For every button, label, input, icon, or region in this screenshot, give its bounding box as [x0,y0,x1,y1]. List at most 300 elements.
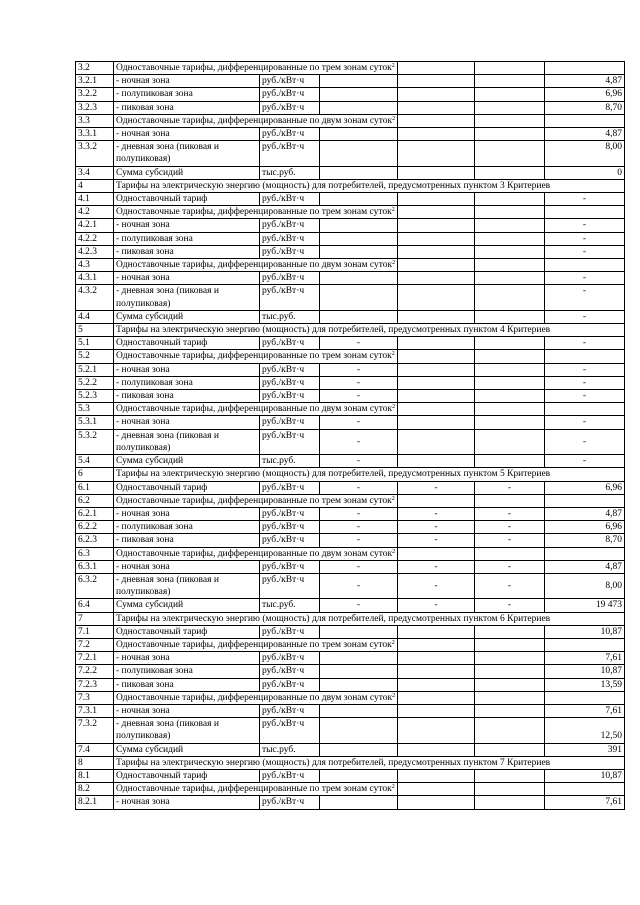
group-heading [114,494,398,507]
empty-cell [475,259,545,272]
value-col3: - [475,534,545,547]
value-col2: - [398,481,475,494]
value-col1 [320,141,398,166]
value-col2 [398,75,475,88]
tariff-table [75,61,625,810]
value-col3 [475,704,545,717]
row-number: 6.1 [76,481,114,494]
value-col1: - [320,521,398,534]
tariff-name: Одноставочный тариф [114,193,260,206]
group-heading [114,783,398,796]
value-col1: - [320,376,398,389]
heading-text: Одноставочные тарифы, дифференцированные по двум зонам суток [116,115,393,126]
tariff-table-body [76,62,625,810]
value-col3 [475,128,545,141]
empty-cell [475,547,545,560]
unit: руб./кВт·ч [260,272,320,285]
empty-cell [545,638,625,651]
value-col2: - [398,507,475,520]
value-col1 [320,101,398,114]
row-number: 7 [76,612,114,625]
value-col2 [398,141,475,166]
value-col4: 6,96 [545,521,625,534]
footnote-marker: 2 [391,63,395,69]
table-row [76,337,625,350]
tariff-name: - полупиковая зона [114,88,260,101]
value-col4: - [545,245,625,258]
value-col1 [320,704,398,717]
row-number: 4.2 [76,206,114,219]
tariff-name: - дневная зона (пиковая и полупиковая) [114,285,260,310]
value-col3 [475,166,545,179]
unit: руб./кВт·ч [260,75,320,88]
table-row [76,678,625,691]
section-heading [114,179,625,192]
value-col3 [475,390,545,403]
group-heading [114,638,398,651]
unit: руб./кВт·ч [260,390,320,403]
row-number: 7.3.2 [76,718,114,743]
value-col4: 12,50 [545,718,625,743]
table-row [76,691,625,704]
value-col2 [398,429,475,454]
value-col4: - [545,219,625,232]
tariff-document [75,61,624,810]
value-col4: 13,59 [545,678,625,691]
empty-cell [398,783,475,796]
tariff-name: Одноставочный тариф [114,337,260,350]
table-row [76,75,625,88]
value-col4: 10,87 [545,769,625,782]
table-row [76,612,625,625]
table-row [76,743,625,756]
heading-text: Одноставочные тарифы, дифференцированные по трем зонам суток [116,63,392,73]
value-col1 [320,678,398,691]
row-number: 4.2.1 [76,219,114,232]
unit: руб./кВт·ч [260,507,320,520]
empty-cell [398,403,475,416]
value-col4: 8,70 [545,534,625,547]
table-row [76,796,625,809]
value-col3 [475,337,545,350]
value-col4: 7,61 [545,652,625,665]
unit: тыс.руб. [260,455,320,468]
value-col4: 10,87 [545,665,625,678]
value-col4: - [545,429,625,454]
tariff-name: - пиковая зона [114,534,260,547]
tariff-name: - ночная зона [114,796,260,809]
footnote-marker: 2 [392,548,396,555]
table-row [76,62,625,75]
row-number: 6.3.1 [76,560,114,573]
row-number: 8.1 [76,769,114,782]
section-heading [114,324,625,337]
group-heading [114,62,398,75]
table-row [76,756,625,769]
value-col4: 391 [545,743,625,756]
empty-cell [545,547,625,560]
table-row [76,468,625,481]
unit: руб./кВт·ч [260,363,320,376]
tariff-name: Сумма субсидий [114,310,260,323]
value-col1 [320,625,398,638]
value-col4: 8,00 [545,573,625,598]
row-number: 7.2.3 [76,678,114,691]
row-number: 4 [76,179,114,192]
row-number: 6.3.2 [76,573,114,598]
row-number: 7.2.2 [76,665,114,678]
section-heading [114,612,625,625]
heading-text: Тарифы на электрическую энергию (мощность) для потребителей, предусмотренных пунктом 5 Критериев [116,469,551,480]
value-col2 [398,704,475,717]
value-col4: - [545,390,625,403]
table-row [76,285,625,310]
unit: тыс.руб. [260,599,320,612]
value-col4: 8,70 [545,101,625,114]
value-col4: - [545,455,625,468]
value-col1 [320,652,398,665]
value-col4: - [545,310,625,323]
value-col1 [320,75,398,88]
value-col3 [475,101,545,114]
value-col2 [398,625,475,638]
table-row [76,272,625,285]
tariff-name: - ночная зона [114,416,260,429]
value-col2 [398,652,475,665]
tariff-name: Сумма субсидий [114,455,260,468]
table-row [76,232,625,245]
value-col1: - [320,455,398,468]
table-row [76,665,625,678]
group-heading [114,350,398,363]
value-col1 [320,128,398,141]
value-col3 [475,743,545,756]
empty-cell [398,494,475,507]
value-col1: - [320,363,398,376]
value-col1 [320,769,398,782]
value-col1 [320,718,398,743]
row-number: 3.3.1 [76,128,114,141]
value-col1 [320,665,398,678]
value-col2 [398,166,475,179]
row-number: 3.2.3 [76,101,114,114]
unit: руб./кВт·ч [260,678,320,691]
value-col3: - [475,599,545,612]
tariff-name: - ночная зона [114,560,260,573]
unit: руб./кВт·ч [260,245,320,258]
value-col3 [475,665,545,678]
value-col4: 6,96 [545,88,625,101]
value-col2 [398,769,475,782]
value-col4: - [545,193,625,206]
tariff-name: - ночная зона [114,219,260,232]
value-col4: 4,87 [545,128,625,141]
empty-cell [475,691,545,704]
tariff-name: - ночная зона [114,363,260,376]
tariff-name: Сумма субсидий [114,743,260,756]
table-row [76,88,625,101]
tariff-name: - полупиковая зона [114,232,260,245]
value-col4: 7,61 [545,704,625,717]
group-heading [114,403,398,416]
heading-text: Тарифы на электрическую энергию (мощность) для потребителей, предусмотренных пунктом 6 Критериев [116,613,551,624]
value-col1 [320,232,398,245]
table-row [76,416,625,429]
row-number: 7.3 [76,691,114,704]
empty-cell [475,638,545,651]
value-col4: - [545,416,625,429]
table-row [76,206,625,219]
value-col4: - [545,337,625,350]
unit: руб./кВт·ч [260,521,320,534]
row-number: 3.2.1 [76,75,114,88]
tariff-name: Сумма субсидий [114,166,260,179]
row-number: 7.1 [76,625,114,638]
unit: руб./кВт·ч [260,481,320,494]
row-number: 4.3.2 [76,285,114,310]
table-row [76,324,625,337]
unit: руб./кВт·ч [260,625,320,638]
row-number: 5.2.2 [76,376,114,389]
value-col3 [475,285,545,310]
group-heading [114,691,398,704]
value-col3 [475,455,545,468]
row-number: 4.2.3 [76,245,114,258]
empty-cell [545,783,625,796]
unit: руб./кВт·ч [260,337,320,350]
tariff-name: - ночная зона [114,75,260,88]
unit: руб./кВт·ч [260,232,320,245]
table-row [76,245,625,258]
row-number: 5.2 [76,350,114,363]
value-col3 [475,652,545,665]
empty-cell [475,114,545,127]
value-col3 [475,363,545,376]
row-number: 6.4 [76,599,114,612]
empty-cell [545,259,625,272]
value-col3 [475,376,545,389]
table-row [76,455,625,468]
value-col2 [398,376,475,389]
value-col4: - [545,272,625,285]
row-number: 4.3.1 [76,272,114,285]
value-col1 [320,310,398,323]
value-col3 [475,718,545,743]
group-heading [114,114,398,127]
value-col3 [475,141,545,166]
value-col2 [398,128,475,141]
value-col3 [475,193,545,206]
table-row [76,114,625,127]
value-col2 [398,310,475,323]
table-row [76,376,625,389]
value-col1 [320,272,398,285]
value-col2: - [398,560,475,573]
value-col2: - [398,573,475,598]
row-number: 7.4 [76,743,114,756]
table-row [76,521,625,534]
value-col2: - [398,534,475,547]
empty-cell [545,403,625,416]
value-col1: - [320,416,398,429]
table-row [76,638,625,651]
row-number: 5.3.1 [76,416,114,429]
table-row [76,534,625,547]
heading-text: Одноставочные тарифы, дифференцированные по трем зонам суток [116,639,392,650]
empty-cell [545,691,625,704]
tariff-name: - полупиковая зона [114,665,260,678]
tariff-name: - полупиковая зона [114,376,260,389]
footnote-marker: 2 [392,260,396,267]
empty-cell [545,206,625,219]
footnote-marker: 2 [391,495,395,502]
value-col3 [475,310,545,323]
value-col2 [398,272,475,285]
tariff-name: - пиковая зона [114,678,260,691]
tariff-name: Сумма субсидий [114,599,260,612]
value-col4: 8,00 [545,141,625,166]
unit: тыс.руб. [260,166,320,179]
tariff-name: - ночная зона [114,704,260,717]
empty-cell [475,206,545,219]
value-col4: 10,87 [545,625,625,638]
tariff-name: - пиковая зона [114,390,260,403]
row-number: 3.3 [76,114,114,127]
tariff-name: - дневная зона (пиковая и полупиковая) [114,429,260,454]
unit: руб./кВт·ч [260,718,320,743]
value-col2: - [398,599,475,612]
unit: руб./кВт·ч [260,704,320,717]
unit: руб./кВт·ч [260,796,320,809]
value-col4: 19 473 [545,599,625,612]
footnote-marker: 2 [392,404,396,411]
value-col2 [398,363,475,376]
table-row [76,141,625,166]
footnote-marker: 2 [392,115,396,122]
empty-cell [475,350,545,363]
table-row [76,310,625,323]
value-col1 [320,166,398,179]
table-row [76,193,625,206]
row-number: 7.3.1 [76,704,114,717]
row-number: 5 [76,324,114,337]
value-col3 [475,75,545,88]
value-col1 [320,88,398,101]
value-col3 [475,769,545,782]
value-col3 [475,245,545,258]
row-number: 6.2.1 [76,507,114,520]
unit: руб./кВт·ч [260,376,320,389]
unit: руб./кВт·ч [260,219,320,232]
value-col2 [398,416,475,429]
table-row [76,494,625,507]
value-col2 [398,743,475,756]
section-heading [114,468,625,481]
empty-cell [545,114,625,127]
value-col3 [475,796,545,809]
empty-cell [475,494,545,507]
empty-cell [398,206,475,219]
tariff-name: - пиковая зона [114,101,260,114]
value-col1 [320,245,398,258]
tariff-name: - дневная зона (пиковая и полупиковая) [114,718,260,743]
value-col3 [475,416,545,429]
row-number: 7.2 [76,638,114,651]
tariff-name: Одноставочный тариф [114,769,260,782]
value-col1 [320,796,398,809]
table-row [76,390,625,403]
empty-cell [545,494,625,507]
heading-text: Тарифы на электрическую энергию (мощность) для потребителей, предусмотренных пунктом 3 Критериев [116,180,551,191]
value-col3: - [475,573,545,598]
value-col2 [398,285,475,310]
heading-text: Одноставочные тарифы, дифференцированные по двум зонам суток [116,260,393,271]
heading-text: Одноставочные тарифы, дифференцированные по трем зонам суток [116,784,392,795]
unit: руб./кВт·ч [260,560,320,573]
value-col3 [475,272,545,285]
value-col2 [398,665,475,678]
table-row [76,599,625,612]
value-col3: - [475,521,545,534]
value-col4: 4,87 [545,75,625,88]
group-heading [114,547,398,560]
value-col3: - [475,560,545,573]
value-col1: - [320,507,398,520]
table-row [76,350,625,363]
value-col1: - [320,429,398,454]
row-number: 6.2.2 [76,521,114,534]
value-col4: - [545,285,625,310]
table-row [76,101,625,114]
value-col2 [398,678,475,691]
tariff-name: - ночная зона [114,128,260,141]
unit: тыс.руб. [260,310,320,323]
value-col3: - [475,481,545,494]
value-col1 [320,219,398,232]
row-number: 5.2.3 [76,390,114,403]
row-number: 8.2 [76,783,114,796]
value-col1: - [320,337,398,350]
row-number: 3.3.2 [76,141,114,166]
empty-cell [545,350,625,363]
unit: руб./кВт·ч [260,193,320,206]
unit: руб./кВт·ч [260,573,320,598]
value-col4: - [545,232,625,245]
row-number: 3.2.2 [76,88,114,101]
tariff-name: - дневная зона (пиковая и полупиковая) [114,141,260,166]
heading-text: Одноставочные тарифы, дифференцированные по двум зонам суток [116,692,393,703]
row-number: 7.2.1 [76,652,114,665]
value-col3 [475,88,545,101]
table-row [76,166,625,179]
heading-text: Одноставочные тарифы, дифференцированные по двум зонам суток [116,548,393,559]
value-col4: 0 [545,166,625,179]
value-col1: - [320,599,398,612]
row-number: 3.4 [76,166,114,179]
value-col1: - [320,390,398,403]
row-number: 3.2 [76,62,114,75]
empty-cell [398,62,475,75]
section-heading [114,756,625,769]
value-col2: - [398,521,475,534]
table-row [76,259,625,272]
value-col4: - [545,376,625,389]
value-col4: - [545,363,625,376]
value-col1: - [320,534,398,547]
row-number: 5.3.2 [76,429,114,454]
heading-text: Тарифы на электрическую энергию (мощность) для потребителей, предусмотренных пунктом 4 Критериев [116,325,551,336]
unit: тыс.руб. [260,743,320,756]
